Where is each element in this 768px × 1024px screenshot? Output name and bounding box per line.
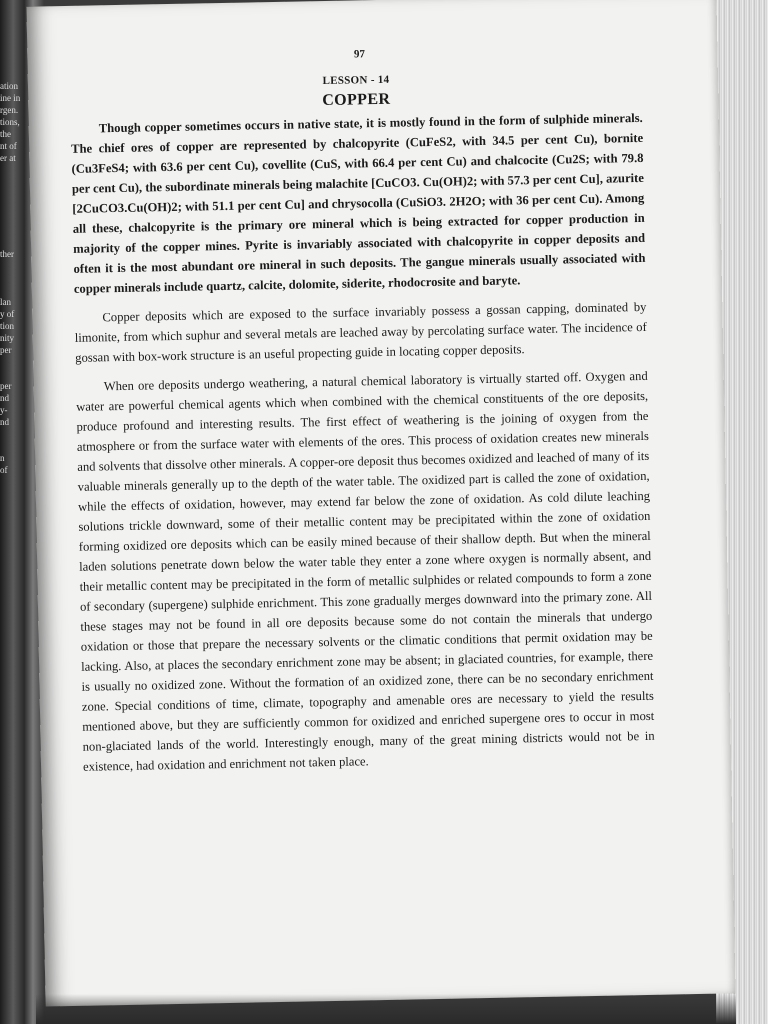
facing-page-fragment: ation bbox=[0, 81, 18, 91]
paragraph: When ore deposits undergo weathering, a natural chemical laboratory is virtually started off. Oxygen and water are powerful chemical agents which when combined with the chemical constituents of the ore deposits, produce profound and interesting results. The first effect of weathering is the joining of oxygen from the atmosphere or from the surface water with elements of the ores. This process of oxidation creates new minerals and solvents that dissolve other minerals. A copper-ore deposit thus becomes oxidized and leached of many of its valuable minerals generally up to the depth of the water table. The oxidized part is called the zone of oxidation, while the effects of oxidation, however, may extend far below the zone of oxidation. As cold dilute leaching solutions trickle downward, some of their metallic content may be precipitated within the zone of oxidation forming oxidized ore deposits which can be easily mined because of their shallow depth. But when the mineral laden solutions penetrate down below the water table they enter a zone where oxygen is normally absent, and their metallic content may be precipitated in the form of metallic sulphides or related compounds to form a zone of secondary (supergene) sulphide enrichment. This zone gradually merges downward into the primary zone. All these stages may not be found in all ore deposits because some do not contain the minerals that undergo oxidation or those that prepare the necessary solvents or the climatic conditions that permit oxidation may be lacking. Also, at places the secondary enrichment zone may be absent; in glaciated countries, for example, there is usually no oxidized zone. Without the formation of an oxidized zone, there can be no secondary enrichment zone. Special conditions of time, climate, topography and amenable ores are necessary to yield the results mentioned above, but they are sufficiently common for oxidized and enriched supergene ores to occur in most non-glaciated lands of the world. Interestingly enough, many of the great mining districts would not be in existence, had oxidation and enrichment not taken place. bbox=[76, 368, 655, 774]
page-bottom-shadow bbox=[36, 994, 736, 1024]
chapter-title: COPPER bbox=[322, 90, 391, 110]
facing-page-fragment: tion bbox=[0, 321, 15, 331]
facing-page-fragment: the bbox=[0, 129, 11, 139]
paragraph: Though copper sometimes occurs in native state, it is mostly found in the form of sulphide minerals. The chief ores of copper are represented by chalcopyrite (CuFeS2, with 34.5 per cent Cu), bornite (Cu3FeS4; with 63.6 per cent Cu), covellite (CuS, with 66.4 per cent Cu) and chalcocite (Cu2S; with 79.8 per cent Cu), the subordinate minerals being malachite [CuCO3. Cu(OH)2; with 57.3 per cent Cu], azurite [2CuCO3.Cu(OH)2; with 51.1 per cent Cu] and chrysocolla (CuSiO3. 2H2O; with 36 per cent Cu). Among all these, chalcopyrite is the primary ore mineral which is being extracted for copper production in majority of the copper mines. Pyrite is invariably associated with chalcopyrite in copper deposits and often it is the most abundant ore mineral in such deposits. The gangue minerals usually associated with copper minerals include quartz, calcite, dolomite, siderite, rhodocrosite and baryte. bbox=[71, 110, 646, 296]
facing-page-fragment: er at bbox=[0, 153, 16, 163]
page-number: 97 bbox=[353, 48, 366, 61]
facing-page-fragment: nity bbox=[0, 333, 15, 343]
facing-page-fragment: nt of bbox=[0, 141, 17, 151]
facing-page-fragment: nd bbox=[0, 417, 9, 427]
facing-page-fragment: y- bbox=[0, 405, 8, 415]
facing-page-fragment: n bbox=[0, 453, 5, 463]
facing-page-fragment: ther bbox=[0, 249, 14, 259]
lesson-heading: LESSON - 14 bbox=[322, 73, 390, 88]
facing-page-fragment: per bbox=[0, 381, 12, 391]
paragraph: Copper deposits which are exposed to the surface invariably possess a gossan capping, dominated by limonite, from which suphur and several metals are leached away by percolating surface water. The incidence of gossan with box-work structure is an useful propecting guide in locating copper deposits. bbox=[74, 299, 647, 365]
facing-page-fragment: y of bbox=[0, 309, 15, 319]
facing-page-fragment: lan bbox=[0, 297, 11, 307]
facing-page-fragment: tions, bbox=[0, 117, 20, 127]
book-page bbox=[26, 0, 735, 1007]
facing-page-fragment: nd bbox=[0, 393, 9, 403]
page-content bbox=[69, 43, 655, 786]
facing-page-fragment: rgen. bbox=[0, 105, 19, 115]
facing-page-fragment: ine in bbox=[0, 93, 21, 103]
facing-page-fragment: per bbox=[0, 345, 12, 355]
facing-page-fragment: of bbox=[0, 465, 8, 475]
